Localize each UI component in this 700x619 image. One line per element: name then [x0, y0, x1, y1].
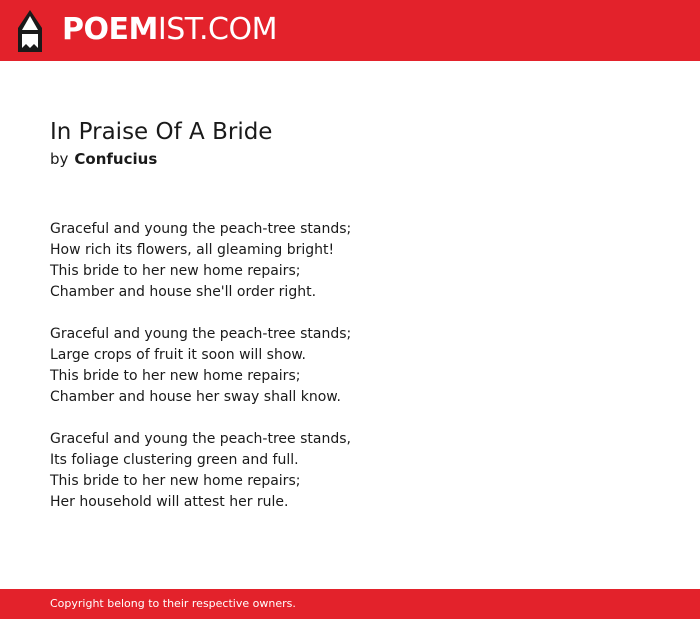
poem-line: How rich its flowers, all gleaming bright!	[50, 242, 335, 258]
logo-bold-text: POEM	[62, 12, 158, 47]
poem-line: This bride to her new home repairs;	[50, 473, 301, 489]
poem-line: Large crops of fruit it soon will show.	[50, 347, 307, 363]
poem-line: Chamber and house her sway shall know.	[50, 389, 341, 405]
byline	[50, 149, 157, 169]
poem-title: In Praise Of A Bride	[50, 119, 273, 145]
poem-line: Her household will attest her rule.	[50, 494, 289, 510]
poem-body	[50, 219, 650, 534]
site-footer	[0, 589, 700, 619]
author-name: Confucius	[74, 150, 158, 168]
poem-line: This bride to her new home repairs;	[50, 368, 301, 384]
stanza	[50, 324, 650, 408]
pencil-icon	[18, 10, 42, 52]
poem-line: Graceful and young the peach-tree stands,	[50, 431, 351, 447]
logo-light-text: IST.COM	[157, 12, 277, 47]
poem-line: This bride to her new home repairs;	[50, 263, 301, 279]
poem-line: Graceful and young the peach-tree stands;	[50, 326, 352, 342]
site-logo[interactable]	[62, 12, 277, 48]
poem-line: Graceful and young the peach-tree stands;	[50, 221, 352, 237]
site-header	[0, 0, 700, 61]
by-label: by	[50, 150, 69, 168]
poem-line: Its foliage clustering green and full.	[50, 452, 299, 468]
poem-line: Chamber and house she'll order right.	[50, 284, 317, 300]
stanza	[50, 429, 650, 513]
copyright-text: Copyright belong to their respective owners.	[50, 597, 296, 610]
stanza	[50, 219, 650, 303]
